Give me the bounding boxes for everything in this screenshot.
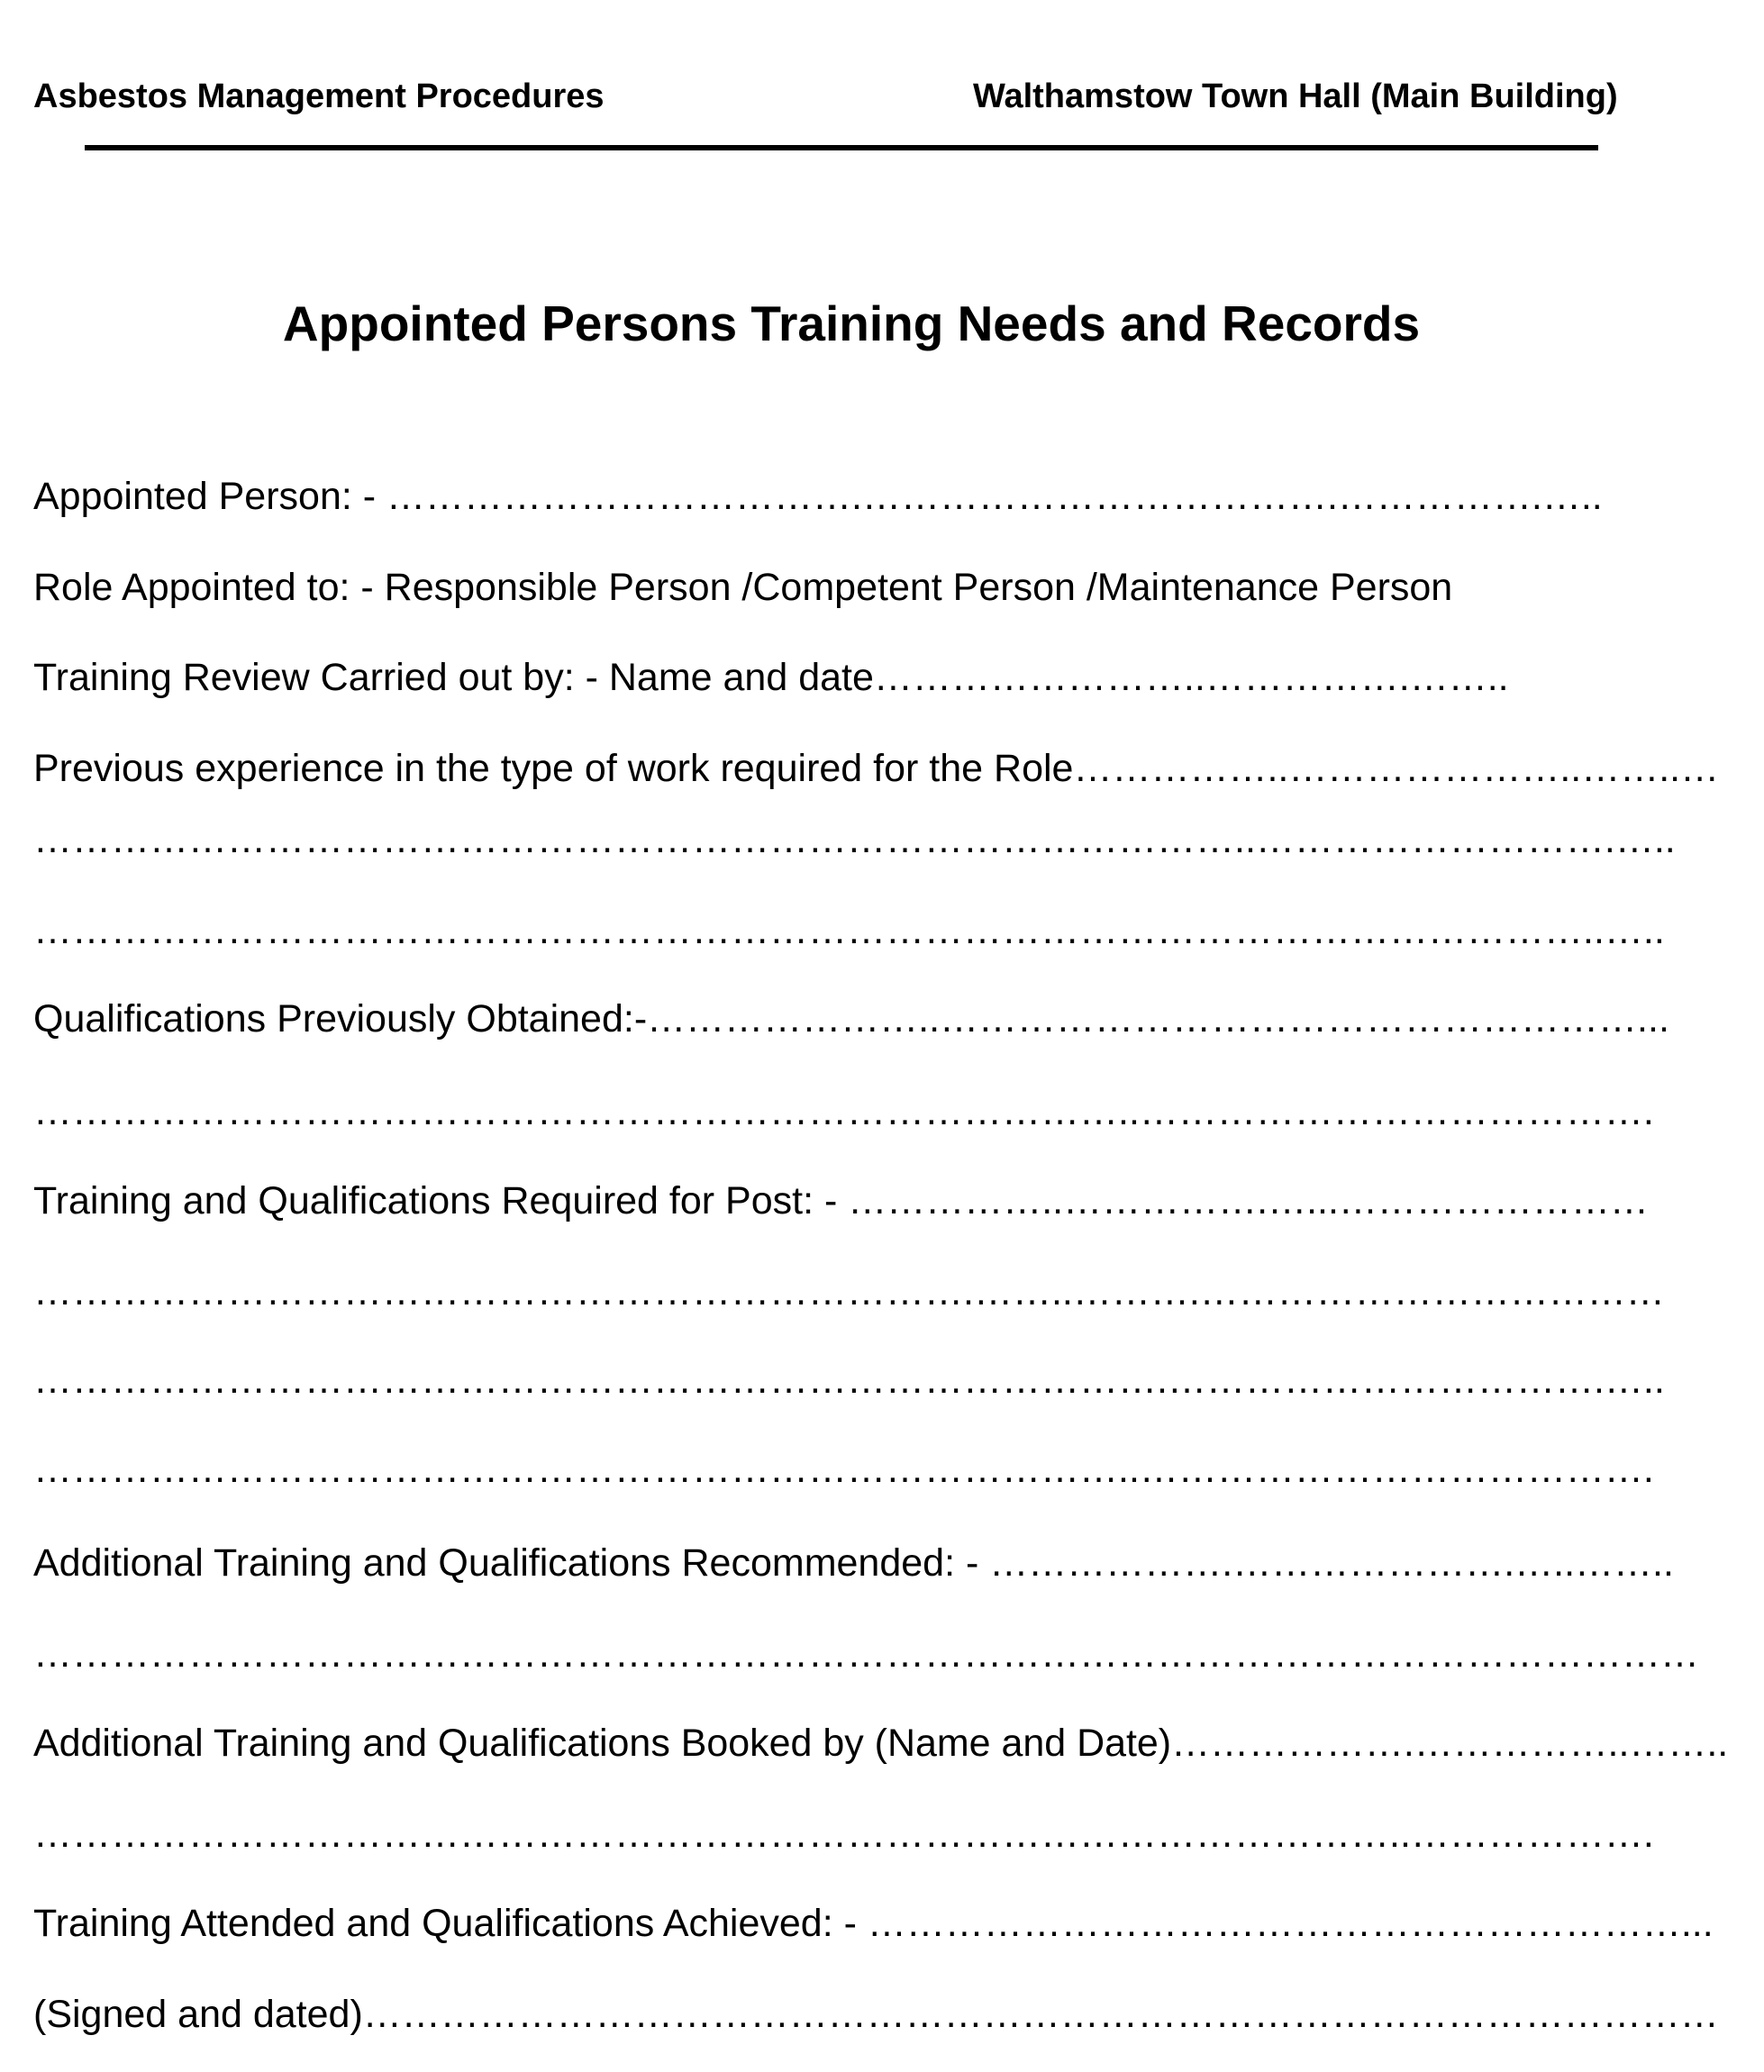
form-line-additional-recommended: Additional Training and Qualifications Recommended: - ……………….………………….…..…….. <box>33 1541 1674 1585</box>
header-rule <box>85 145 1598 150</box>
form-line-blank: ……………………………………………………………………………………………..………………. <box>33 1813 1654 1856</box>
form-line-blank: …………………………………………………………………………..…………………………………. <box>33 1090 1654 1133</box>
form-line-role-appointed: Role Appointed to: - Responsible Person /Competent Person /Maintenance Person <box>33 566 1453 609</box>
form-line-training-attended: Training Attended and Qualifications Achieved: - ………………………………………………………... <box>33 1902 1714 1945</box>
page-title: Appointed Persons Training Needs and Records <box>282 295 1421 351</box>
header-document-title: Asbestos Management Procedures <box>33 77 605 115</box>
form-line-blank: ………………………………………………………………………………………………………………… <box>33 1632 1699 1676</box>
form-line-blank: …………………………………………………………………………….…………………………….….. <box>33 1359 1665 1402</box>
form-line-blank: ……………………………………………………………….……..……….……………………………… <box>33 1270 1665 1313</box>
form-line-blank: …………………………………………………………………………..…………………………………. <box>33 1448 1654 1491</box>
form-line-previous-experience: Previous experience in the type of work required for the Role……………..…………………..……..… <box>33 747 1720 790</box>
form-line-training-required: Training and Qualifications Required for Post: - ……………..…………….…...…………………… <box>33 1179 1649 1222</box>
header-building-name: Walthamstow Town Hall (Main Building) <box>973 77 1618 115</box>
form-line-qualifications-obtained: Qualifications Previously Obtained:-…………………..………………………………………………... <box>33 997 1669 1041</box>
form-line-signed-dated: (Signed and dated)…………………………………………………………………………………………… <box>33 1993 1719 2036</box>
form-line-blank: …………………………………………………………………………………..……………………….….. <box>33 818 1676 861</box>
form-line-appointed-person: Appointed Person: - ……………………………….……………………………….…………….….. <box>33 475 1603 518</box>
form-line-training-review: Training Review Carried out by: - Name and date……………………..…………….…….. <box>33 656 1509 699</box>
form-line-blank: …………………………………………………………………………………………………………..….. <box>33 909 1665 952</box>
form-line-additional-booked: Additional Training and Qualifications Booked by (Name and Date)……………….……………..…….. <box>33 1722 1729 1765</box>
